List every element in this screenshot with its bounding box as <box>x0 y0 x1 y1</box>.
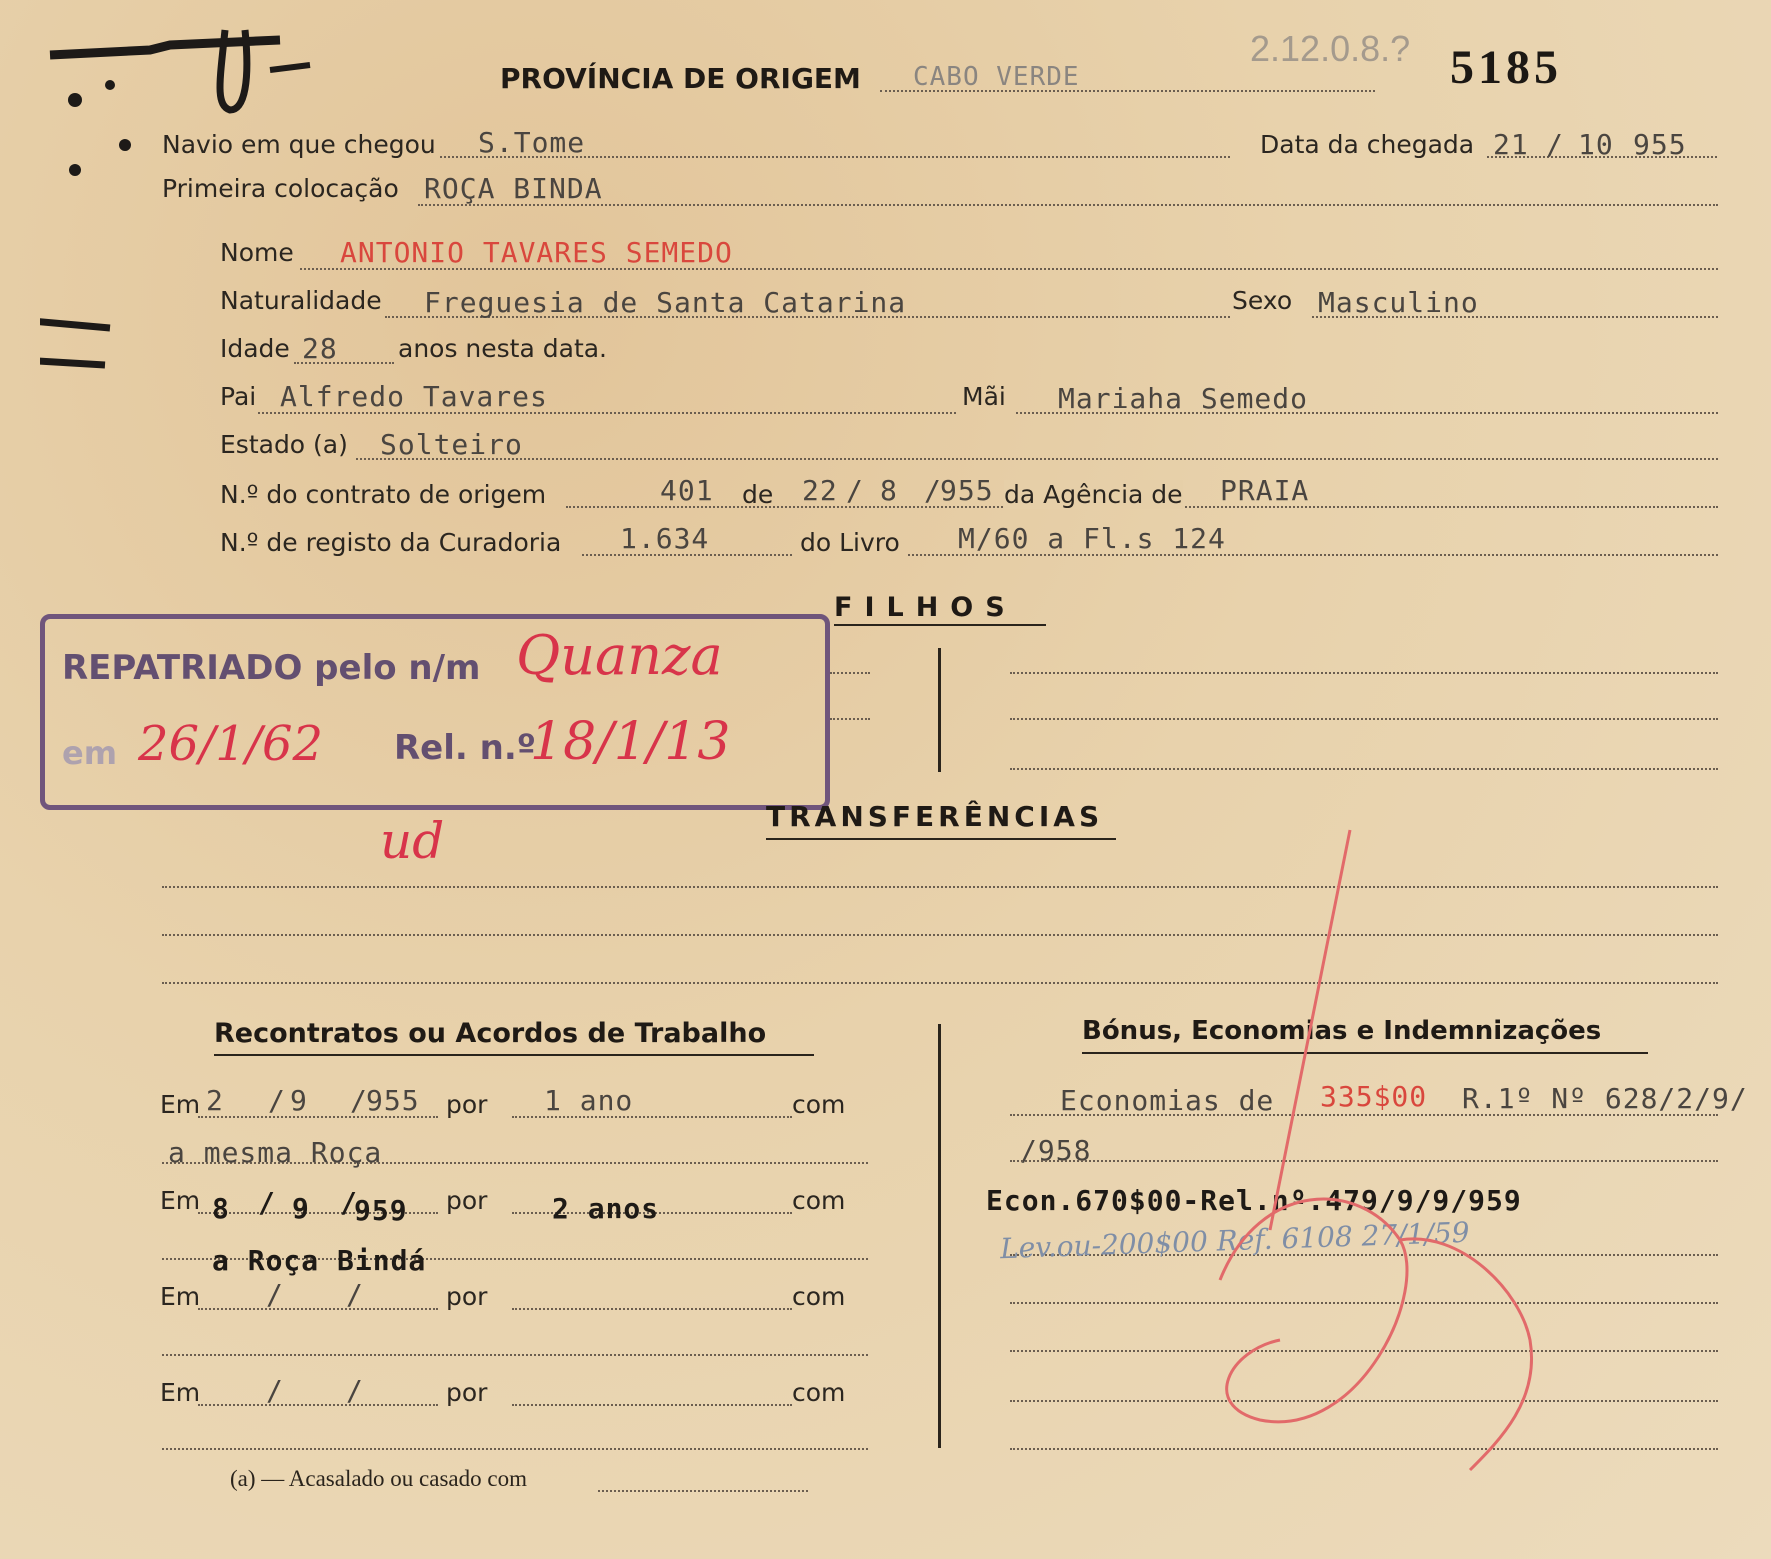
stamp-rel-label: Rel. n.º <box>394 728 536 768</box>
sex-value: Masculino <box>1318 286 1479 319</box>
arrival-year: 955 <box>1633 128 1687 161</box>
stamp-date: 26/1/62 <box>138 716 324 772</box>
com-label: com <box>792 1090 846 1119</box>
arrival-month: 10 <box>1578 128 1614 161</box>
mother-label: Mãi <box>962 382 1006 411</box>
mother-value: Mariaha Semedo <box>1058 382 1309 415</box>
footnote: (a) — Acasalado ou casado com <box>230 1466 527 1491</box>
agency-label: da Agência de <box>1004 480 1183 509</box>
registry-number: 1.634 <box>620 522 710 555</box>
book-value: M/60 a Fl.s 124 <box>958 522 1226 555</box>
savings-amount: 335$00 <box>1320 1080 1428 1113</box>
recontract-day: 2 <box>206 1084 224 1117</box>
recontract-year: 959 <box>354 1194 408 1227</box>
em-label: Em <box>160 1186 201 1215</box>
bonus-heading: Bónus, Economias e Indemnizações <box>1082 1016 1602 1046</box>
contract-label: N.º do contrato de origem <box>220 480 547 509</box>
card-number: 5185 <box>1450 41 1562 94</box>
birthplace-value: Freguesia de Santa Catarina <box>424 286 907 319</box>
placement-value: ROÇA BINDA <box>424 172 603 205</box>
children-heading: FILHOS <box>834 592 1017 623</box>
savings-line-3: Econ.670$00-Rel.nº.479/9/9/959 <box>986 1184 1522 1217</box>
contract-month: 8 <box>880 474 898 507</box>
name-value: ANTONIO TAVARES SEMEDO <box>340 236 733 269</box>
ship-label: Navio em que chegou <box>162 130 436 159</box>
com-label: com <box>792 1282 846 1311</box>
book-label: do Livro <box>800 528 900 557</box>
contract-number: 401 <box>660 474 714 507</box>
status-value: Solteiro <box>380 428 523 461</box>
agency-value: PRAIA <box>1220 474 1310 507</box>
transfers-heading: TRANSFERÊNCIAS <box>766 800 1104 833</box>
recontract-day: 8 <box>212 1192 230 1225</box>
por-label: por <box>446 1090 488 1119</box>
savings-line-2: /958 <box>1020 1134 1092 1167</box>
recontracts-heading: Recontratos ou Acordos de Trabalho <box>214 1018 767 1049</box>
recontract-place: a mesma Roça <box>168 1136 383 1169</box>
recontract-duration: 1 ano <box>544 1084 634 1117</box>
province-label: PROVÍNCIA DE ORIGEM <box>500 62 861 95</box>
com-label: com <box>792 1186 846 1215</box>
em-label: Em <box>160 1282 201 1311</box>
arrival-day: 21 <box>1493 128 1529 161</box>
initials: ud <box>380 812 445 870</box>
por-label: por <box>446 1186 488 1215</box>
contract-de-label: de <box>742 480 774 509</box>
stamp-line-1: REPATRIADO pelo n/m <box>62 648 481 688</box>
savings-line-1-ref: R.1º Nº 628/2/9/ <box>1462 1082 1748 1115</box>
sex-label: Sexo <box>1232 286 1293 315</box>
father-value: Alfredo Tavares <box>280 380 548 413</box>
contract-year: 955 <box>940 474 994 507</box>
placement-label: Primeira colocação <box>162 174 399 203</box>
savings-line-4: Lev.ou-200$00 Ref. 6108 27/1/59 <box>999 1215 1471 1266</box>
recontract-month: 9 <box>290 1084 308 1117</box>
recontract-year: 955 <box>366 1084 420 1117</box>
stamp-rel-number: 18/1/13 <box>530 712 731 772</box>
stamp-ship: Quanza <box>516 624 723 687</box>
recontract-duration: 2 anos <box>552 1192 660 1225</box>
province-value: CABO VERDE <box>913 62 1080 92</box>
ship-value: S.Tome <box>478 126 586 159</box>
age-suffix: anos nesta data. <box>398 334 608 363</box>
birthplace-label: Naturalidade <box>220 286 382 315</box>
por-label: por <box>446 1378 488 1407</box>
em-label: Em <box>160 1378 201 1407</box>
contract-day: 22 <box>802 474 838 507</box>
record-card: PROVÍNCIA DE ORIGEM CABO VERDE 2.12.0.8.? 5185 Navio em que chegou S.Tome Data da chegada 21 / 10 955 Primeira colocação ROÇA BINDA Nome ANTONIO TAVARES SEMEDO Naturalidade Freguesia de Santa Catarina Sexo Masculino Idade 28 anos nesta data. Pai Alfredo Tavares Mãi Mariaha Semedo Estado (a) Solteiro N.º do contrato de origem 401 de 22 / 8 / 955 da Agência de PRAIA N.º de registo da Curadoria 1.634 do Livro M/60 a Fl.s 124 FILHOS REPATRIADO pelo n/m Quanza em 26/1/62 Rel. n.º 18/1/13 ud TRANSFERÊNCIAS Recontratos ou Acordos de Trabalho Bónus, Economias e Indemnizações Em 2 / 9 / 955 por 1 ano com a mesma Roça Em 8 / 9 / 959 por 2 anos com a Roça Bindá Em / / por com Em / / por com Economias de 335$00 R.1º Nº 628/2/9/ /958 Econ.670$00-Rel.nº.479/9/9/959 Lev.ou-200$00 Ref. 6108 27/1/59 (a) — Acasalado ou casado com <box>0 0 1771 1559</box>
age-label: Idade <box>220 334 290 363</box>
status-label: Estado (a) <box>220 430 348 459</box>
pencil-note: 2.12.0.8.? <box>1250 28 1411 69</box>
registry-label: N.º de registo da Curadoria <box>220 528 562 557</box>
por-label: por <box>446 1282 488 1311</box>
age-value: 28 <box>302 332 338 365</box>
recontract-month: 9 <box>292 1192 310 1225</box>
arrival-date-label: Data da chegada <box>1260 130 1475 159</box>
father-label: Pai <box>220 382 257 411</box>
em-label: Em <box>160 1090 201 1119</box>
com-label: com <box>792 1378 846 1407</box>
name-label: Nome <box>220 238 294 267</box>
savings-line-1-prefix: Economias de <box>1060 1084 1275 1117</box>
recontract-place: a Roça Bindá <box>212 1244 427 1277</box>
stamp-em: em <box>62 734 118 772</box>
red-pencil-mark-icon <box>1200 820 1600 1480</box>
